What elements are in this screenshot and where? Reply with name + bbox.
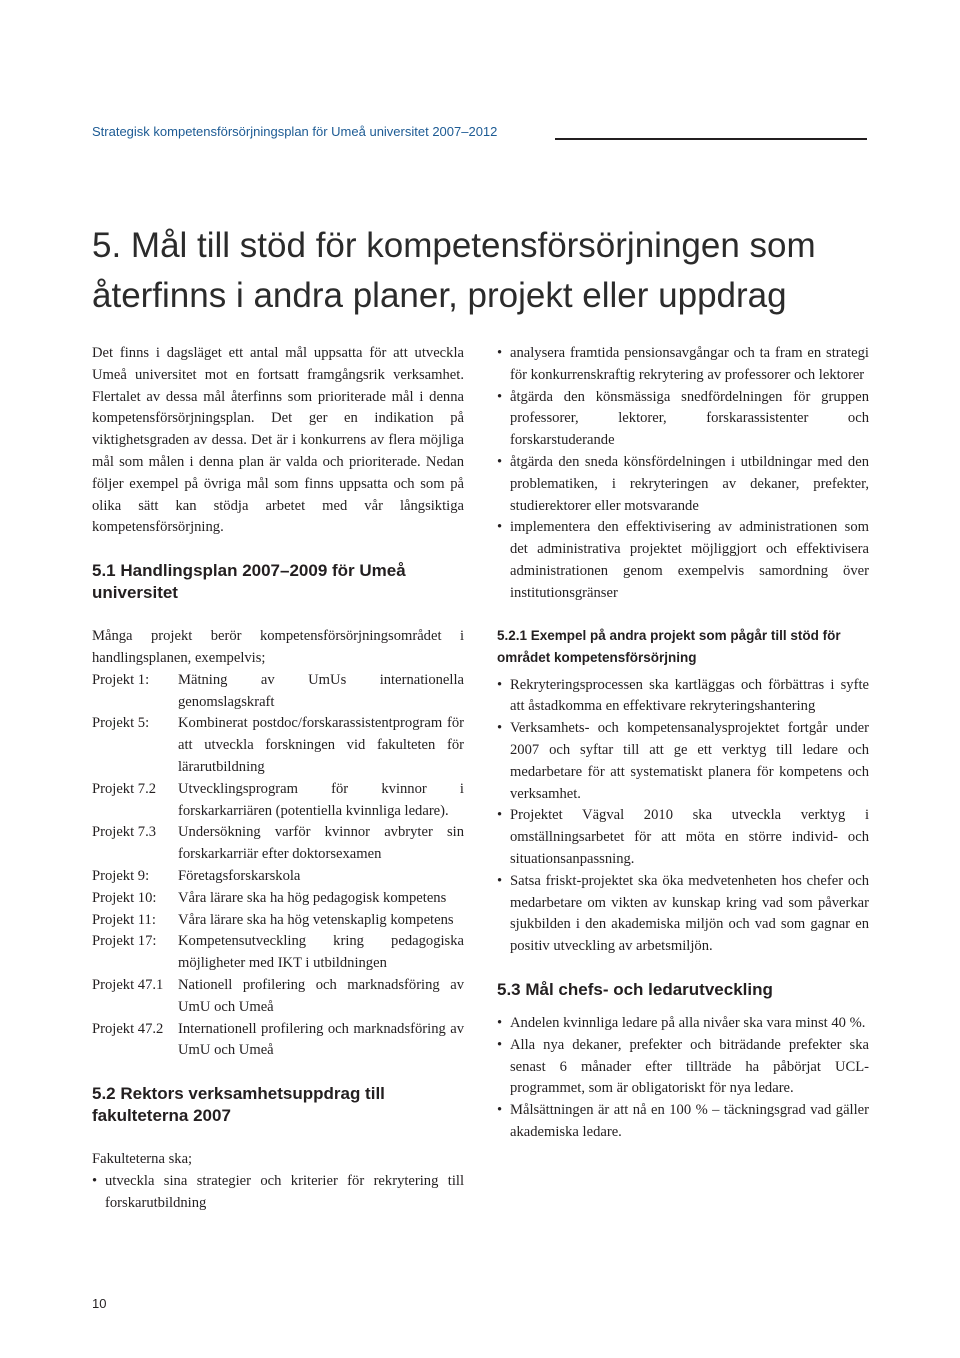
list-item: • åtgärda den könsmässiga snedfördelningen för gruppen professorer, lektorer, forskarassistenter och forskarstuderande xyxy=(497,387,869,452)
list-item: • Målsättningen är att nå en 100 % – täckningsgrad vad gäller akademiska ledare. xyxy=(497,1100,869,1144)
project-text: Undersökning varför kvinnor avbryter sin forskarkarriär efter doktorsexamen xyxy=(178,824,464,863)
project-label: Projekt 7.3 xyxy=(92,824,157,841)
project-row xyxy=(92,888,464,910)
section-heading-5-3: 5.3 Mål chefs- och ledarutveckling xyxy=(497,979,773,999)
project-row xyxy=(92,713,464,778)
header-rule xyxy=(555,138,867,140)
project-row xyxy=(92,779,464,823)
project-label: Projekt 10: xyxy=(92,889,157,906)
section-heading-5-1: 5.1 Handlingsplan 2007–2009 för Umeå universitet xyxy=(92,561,406,603)
project-row xyxy=(92,670,464,714)
right-column xyxy=(497,343,869,1144)
project-text: Internationell profilering och marknadsföring av UmU och Umeå xyxy=(178,1020,464,1059)
list-item: • Andelen kvinnliga ledare på alla nivåer ska vara minst 40 %. xyxy=(497,1013,869,1035)
section-heading-5-2-1: 5.2.1 Exempel på andra projekt som pågår till stöd för området kompetensförsörjning xyxy=(497,627,841,665)
project-label: Projekt 47.2 xyxy=(92,1020,164,1037)
project-row xyxy=(92,910,464,932)
list-item: • utveckla sina strategier och kriterier för rekrytering till forskarutbildning xyxy=(92,1171,464,1215)
project-list xyxy=(92,670,464,1062)
project-text: Kombinerat postdoc/forskarassistentprogram för att utveckla forskningen vid fakulteten för lärarutbildning xyxy=(178,715,464,775)
project-text: Våra lärare ska ha hög pedagogisk kompetens xyxy=(178,889,447,906)
running-header: Strategisk kompetensförsörjningsplan för Umeå universitet 2007–2012 xyxy=(92,124,498,139)
project-text: Utvecklingsprogram för kvinnor i forskarkarriären (potentiella kvinnliga ledare). xyxy=(178,780,464,819)
section-5-3-bullets xyxy=(497,1013,869,1144)
project-text: Kompetensutveckling kring pedagogiska möjligheter med IKT i utbildningen xyxy=(178,933,464,972)
project-row xyxy=(92,975,464,1019)
project-label: Projekt 7.2 xyxy=(92,780,157,797)
chapter-title: 5. Mål till stöd för kompetensförsörjningen som återfinns i andra planer, projekt eller uppdrag xyxy=(92,226,816,315)
section-5-1-intro: Många projekt berör kompetensförsörjningsområdet i handlingsplanen, exempelvis; xyxy=(92,628,464,666)
list-item: • Rekryteringsprocessen ska kartläggas och förbättras i syfte att åstadkomma en effektivare rekryteringshantering xyxy=(497,675,869,719)
project-text: Nationell profilering och marknadsföring av UmU och Umeå xyxy=(178,976,464,1015)
project-label: Projekt 47.1 xyxy=(92,976,164,993)
list-item: • implementera den effektivisering av administrationen som det administrativa projektet möjliggjort och effektivisera administrationen genom exempelvis samordning över institutionsgränser xyxy=(497,517,869,604)
list-item: • analysera framtida pensionsavgångar och ta fram en strategi för konkurrenskraftig rekrytering av professorer och lektorer xyxy=(497,343,869,387)
page-number: 10 xyxy=(92,1296,107,1311)
project-label: Projekt 17: xyxy=(92,933,157,950)
section-5-2-intro: Fakulteterna ska; xyxy=(92,1151,193,1168)
project-label: Projekt 1: xyxy=(92,671,150,688)
list-item: • Alla nya dekaner, prefekter och biträdande prefekter ska senast 6 månader efter tillträde ha påbörjat UCL-programmet, som är obligatoriskt för nya ledare. xyxy=(497,1035,869,1100)
section-5-2-1-bullets xyxy=(497,675,869,958)
section-5-2-bullets xyxy=(92,1171,464,1215)
list-item: • Satsa friskt-projektet ska öka medvetenheten hos chefer och medarbetare om vikten av kunskap kring vad som påverkar sjukbilden i den akademiska miljön och vad som gagnar en positiv utveckling av arbetsmiljön. xyxy=(497,871,869,958)
project-row xyxy=(92,931,464,975)
list-item: • Verksamhets- och kompetensanalysprojektet fortgår under 2007 och syftar till att ge ett verktyg till ledare och medarbetare för att systematiskt planera för kompetens och verksamhet. xyxy=(497,718,869,805)
project-row xyxy=(92,822,464,866)
project-text: Företagsforskarskola xyxy=(178,867,301,884)
left-column xyxy=(92,343,464,1215)
section-5-2-bullets-continued xyxy=(497,343,869,605)
project-label: Projekt 9: xyxy=(92,867,150,884)
project-label: Projekt 5: xyxy=(92,715,150,732)
section-heading-5-2: 5.2 Rektors verksamhetsuppdrag till fakulteterna 2007 xyxy=(92,1084,385,1126)
project-row xyxy=(92,1019,464,1063)
project-text: Våra lärare ska ha hög vetenskaplig kompetens xyxy=(178,911,454,928)
list-item: • Projektet Vägval 2010 ska utveckla verktyg i omställningsarbetet för att möta en större individ- och situationsanpassning. xyxy=(497,805,869,870)
intro-paragraph: Det finns i dagsläget ett antal mål uppsatta för att utveckla Umeå universitet mot en fortsatt framgångsrik verksamhet. Flertalet av dessa mål återfinns som prioriterade mål i denna kompetensförsörjningsplan. Det ger en indikation på viktighetsgraden av dessa. Det är i konkurrens av flera möjliga mål som målen i denna plan är valda och prioriterade. Nedan följer exempel på övriga mål som finns uppsatta och som på olika sätt kan stödja arbetet med vår långsiktiga kompetensförsörjning. xyxy=(92,345,464,536)
project-label: Projekt 11: xyxy=(92,911,156,928)
list-item: • åtgärda den sneda könsfördelningen i utbildningar med den problematiken, i rekryteringen av dekaner, prefekter, studierektorer eller motsvarande xyxy=(497,452,869,517)
project-row xyxy=(92,866,464,888)
project-text: Mätning av UmUs internationella genomslagskraft xyxy=(178,671,464,710)
